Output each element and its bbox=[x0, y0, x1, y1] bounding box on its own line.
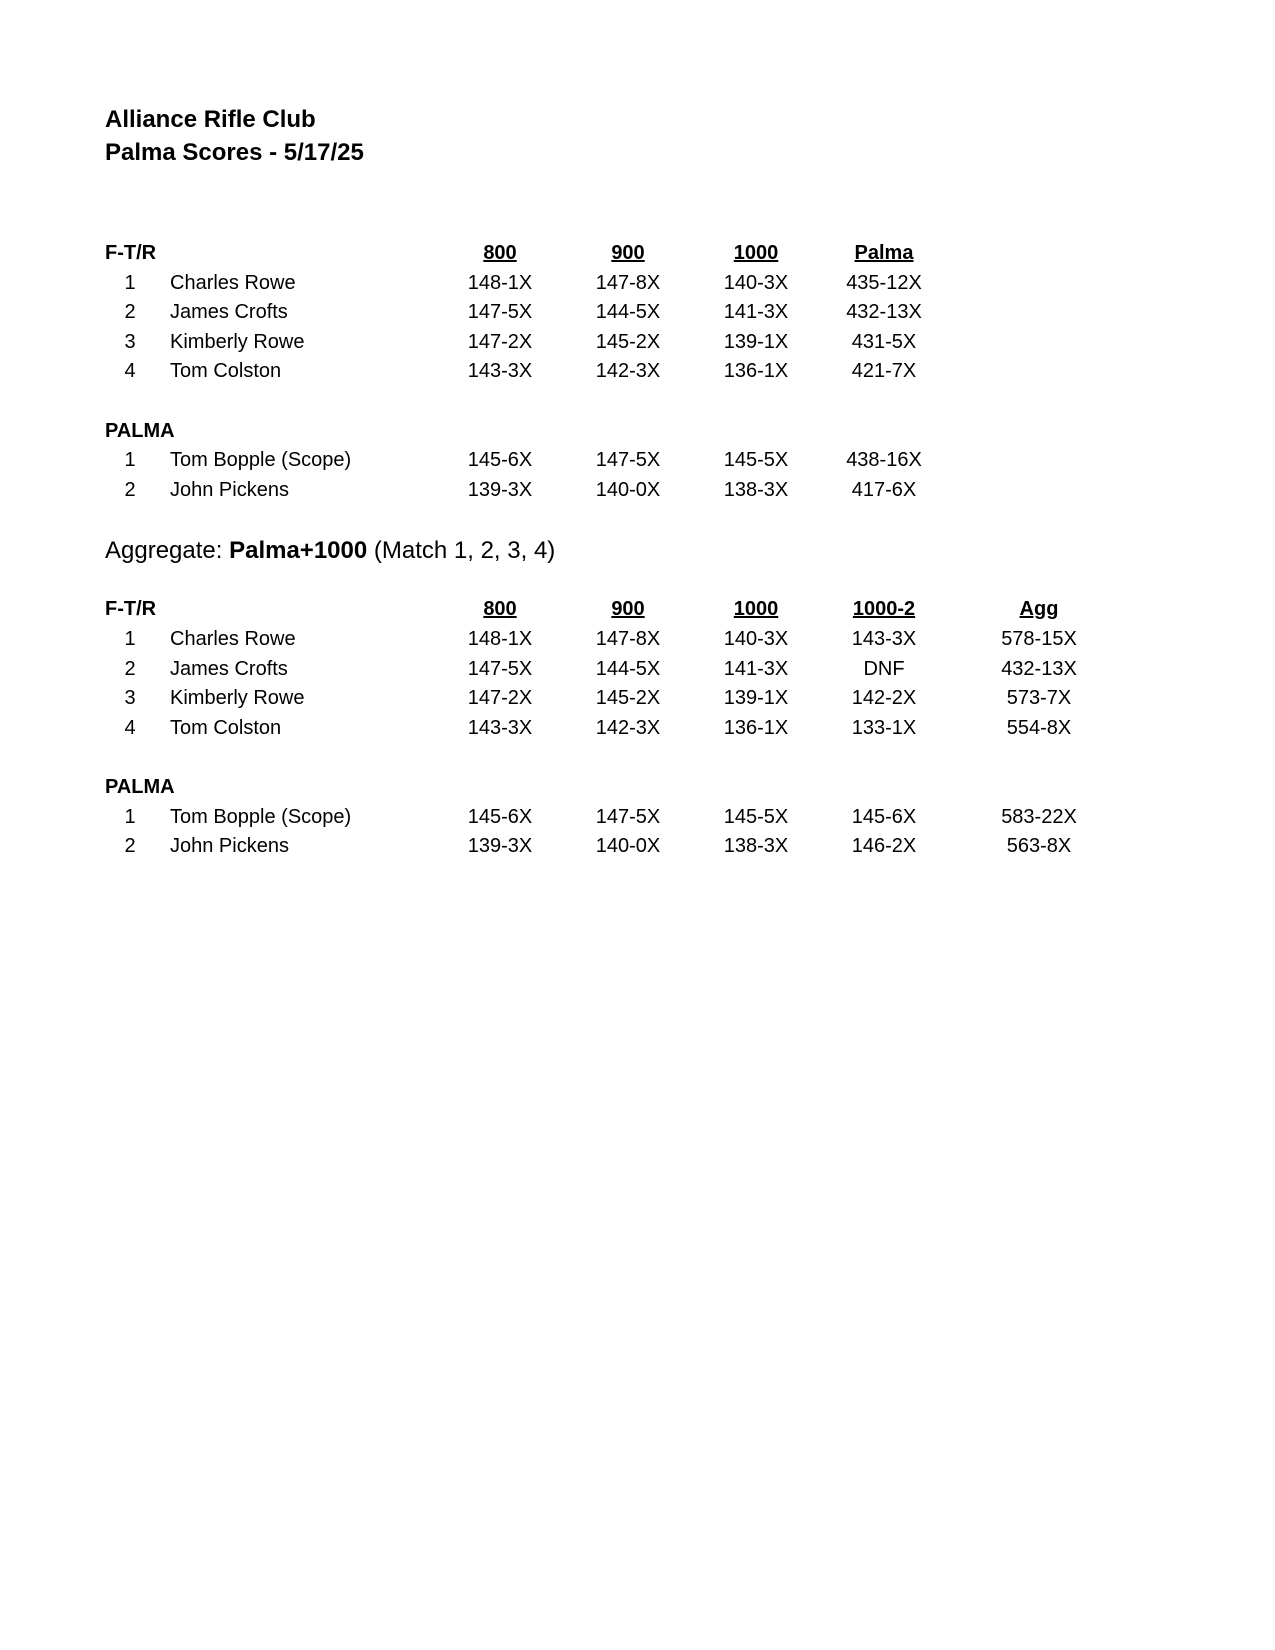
rank-cell: 2 bbox=[124, 835, 136, 858]
score-cell: 573-7X bbox=[1006, 687, 1072, 710]
club-name: Alliance Rifle Club bbox=[105, 106, 316, 133]
column-header-label: 1000 bbox=[733, 598, 779, 621]
score-cell: 140-0X bbox=[595, 478, 661, 501]
column-header-label: 1000 bbox=[733, 242, 779, 264]
score-cell: 145-5X bbox=[723, 805, 789, 828]
score-cell: 143-3X bbox=[467, 360, 533, 383]
column-header-900 bbox=[564, 595, 692, 625]
rank-cell: 2 bbox=[124, 478, 136, 501]
aggregate-emphasis: Palma+1000 bbox=[229, 537, 368, 565]
column-header-800 bbox=[436, 239, 564, 269]
score-cell: 139-3X bbox=[467, 478, 533, 501]
column-header-1000-2 bbox=[820, 595, 948, 625]
column-header-label: Palma bbox=[854, 242, 914, 264]
rank-cell: 4 bbox=[124, 360, 136, 383]
column-header-900 bbox=[564, 239, 692, 269]
division-label: F-T/R bbox=[105, 598, 157, 621]
rank-cell: 2 bbox=[124, 301, 136, 324]
aggregate-heading bbox=[105, 534, 1235, 568]
spacer bbox=[105, 387, 1235, 417]
palma-section-label: PALMA bbox=[105, 419, 175, 442]
score-cell: 140-3X bbox=[723, 271, 789, 294]
palma-section-header-row bbox=[105, 417, 1235, 447]
aggregate-score-table bbox=[105, 595, 1235, 861]
score-cell: 143-3X bbox=[851, 627, 917, 650]
score-cell: 144-5X bbox=[595, 657, 661, 680]
ftr-rows-group bbox=[105, 625, 1235, 743]
match-score-table bbox=[105, 239, 1235, 505]
column-header-label: 800 bbox=[483, 598, 517, 621]
score-cell: 142-3X bbox=[595, 360, 661, 383]
score-cell: 139-1X bbox=[723, 330, 789, 353]
aggregate-suffix: (Match 1, 2, 3, 4) bbox=[367, 537, 556, 565]
competitor-row bbox=[105, 328, 1235, 358]
score-cell: 147-8X bbox=[595, 271, 661, 294]
score-cell: 136-1X bbox=[723, 716, 789, 739]
score-cell: 145-6X bbox=[467, 449, 533, 472]
rank-cell: 2 bbox=[124, 657, 136, 680]
division-label: F-T/R bbox=[105, 242, 157, 264]
score-cell: 141-3X bbox=[723, 657, 789, 680]
score-cell: 139-1X bbox=[723, 687, 789, 710]
competitor-name-cell: Tom Bopple (Scope) bbox=[170, 805, 352, 828]
competitor-name-cell: Tom Colston bbox=[170, 360, 282, 383]
competitor-row bbox=[105, 803, 1235, 833]
competitor-name-cell: Tom Colston bbox=[170, 716, 282, 739]
rank-cell: 1 bbox=[124, 449, 136, 472]
aggregate-prefix: Aggregate: bbox=[105, 537, 230, 565]
ftr-rows-group bbox=[105, 269, 1235, 387]
score-cell: 140-0X bbox=[595, 835, 661, 858]
score-cell: 145-6X bbox=[851, 805, 917, 828]
spacer bbox=[105, 743, 1235, 773]
competitor-name-cell: Charles Rowe bbox=[170, 271, 296, 294]
palma-rows-group bbox=[105, 803, 1235, 862]
column-header-agg bbox=[948, 595, 1130, 625]
score-cell: 147-5X bbox=[595, 805, 661, 828]
score-cell: 138-3X bbox=[723, 478, 789, 501]
score-cell: 147-5X bbox=[467, 657, 533, 680]
score-cell: 133-1X bbox=[851, 716, 917, 739]
score-cell: 144-5X bbox=[595, 301, 661, 324]
competitor-name-cell: Kimberly Rowe bbox=[170, 330, 305, 353]
competitor-row bbox=[105, 625, 1235, 655]
score-cell: 142-3X bbox=[595, 716, 661, 739]
competitor-row bbox=[105, 684, 1235, 714]
score-cell: 583-22X bbox=[1001, 805, 1077, 828]
column-header-label: Agg bbox=[1019, 598, 1059, 621]
competitor-name-cell: Kimberly Rowe bbox=[170, 687, 305, 710]
competitor-row bbox=[105, 269, 1235, 299]
rank-cell: 1 bbox=[124, 805, 136, 828]
competitor-row bbox=[105, 832, 1235, 862]
score-cell: 148-1X bbox=[467, 627, 533, 650]
competitor-name-cell: James Crofts bbox=[170, 657, 288, 680]
aggregate-table-header-row bbox=[105, 595, 1235, 625]
competitor-name-cell: Tom Bopple (Scope) bbox=[170, 449, 352, 472]
score-cell: 147-2X bbox=[467, 330, 533, 353]
palma-section-header-row bbox=[105, 773, 1235, 803]
score-cell: 140-3X bbox=[723, 627, 789, 650]
score-cell: 142-2X bbox=[851, 687, 917, 710]
competitor-row bbox=[105, 357, 1235, 387]
palma-rows-group bbox=[105, 446, 1235, 505]
column-header-palma bbox=[820, 239, 948, 269]
score-cell: 139-3X bbox=[467, 835, 533, 858]
column-header-label: 800 bbox=[483, 242, 517, 264]
score-cell: 431-5X bbox=[851, 330, 917, 353]
score-cell: 421-7X bbox=[851, 360, 917, 383]
report-subtitle: Palma Scores - 5/17/25 bbox=[105, 139, 364, 166]
score-cell: 145-2X bbox=[595, 687, 661, 710]
score-cell: DNF bbox=[863, 657, 905, 680]
score-cell: 141-3X bbox=[723, 301, 789, 324]
score-cell: 417-6X bbox=[851, 478, 917, 501]
score-cell: 138-3X bbox=[723, 835, 789, 858]
score-cell: 143-3X bbox=[467, 716, 533, 739]
score-cell: 432-13X bbox=[1001, 657, 1077, 680]
column-header-1000 bbox=[692, 239, 820, 269]
score-cell: 145-2X bbox=[595, 330, 661, 353]
column-header-1000 bbox=[692, 595, 820, 625]
score-cell: 578-15X bbox=[1001, 627, 1077, 650]
column-header-label: 900 bbox=[611, 598, 645, 621]
competitor-row bbox=[105, 298, 1235, 328]
column-header-label: 900 bbox=[611, 242, 645, 264]
competitor-row bbox=[105, 446, 1235, 476]
competitor-name-cell: Charles Rowe bbox=[170, 627, 296, 650]
score-cell: 563-8X bbox=[1006, 835, 1072, 858]
score-cell: 136-1X bbox=[723, 360, 789, 383]
competitor-name-cell: John Pickens bbox=[170, 835, 289, 858]
competitor-name-cell: James Crofts bbox=[170, 301, 288, 324]
score-cell: 147-5X bbox=[467, 301, 533, 324]
score-cell: 435-12X bbox=[846, 271, 922, 294]
competitor-row bbox=[105, 714, 1235, 744]
rank-cell: 1 bbox=[124, 627, 136, 650]
rank-cell: 3 bbox=[124, 687, 136, 710]
rank-cell: 1 bbox=[124, 271, 136, 294]
score-cell: 145-5X bbox=[723, 449, 789, 472]
score-cell: 438-16X bbox=[846, 449, 922, 472]
competitor-row bbox=[105, 655, 1235, 685]
score-cell: 145-6X bbox=[467, 805, 533, 828]
score-cell: 146-2X bbox=[851, 835, 917, 858]
score-cell: 148-1X bbox=[467, 271, 533, 294]
score-cell: 147-5X bbox=[595, 449, 661, 472]
rank-cell: 3 bbox=[124, 330, 136, 353]
palma-section-label: PALMA bbox=[105, 775, 175, 798]
score-cell: 147-8X bbox=[595, 627, 661, 650]
score-cell: 554-8X bbox=[1006, 716, 1072, 739]
match-table-header-row bbox=[105, 239, 1235, 269]
rank-cell: 4 bbox=[124, 716, 136, 739]
column-header-label: 1000-2 bbox=[852, 598, 916, 621]
competitor-row bbox=[105, 476, 1235, 506]
score-cell: 147-2X bbox=[467, 687, 533, 710]
document-title-block bbox=[105, 0, 1235, 169]
competitor-name-cell: John Pickens bbox=[170, 478, 289, 501]
column-header-800 bbox=[436, 595, 564, 625]
score-cell: 432-13X bbox=[846, 301, 922, 324]
